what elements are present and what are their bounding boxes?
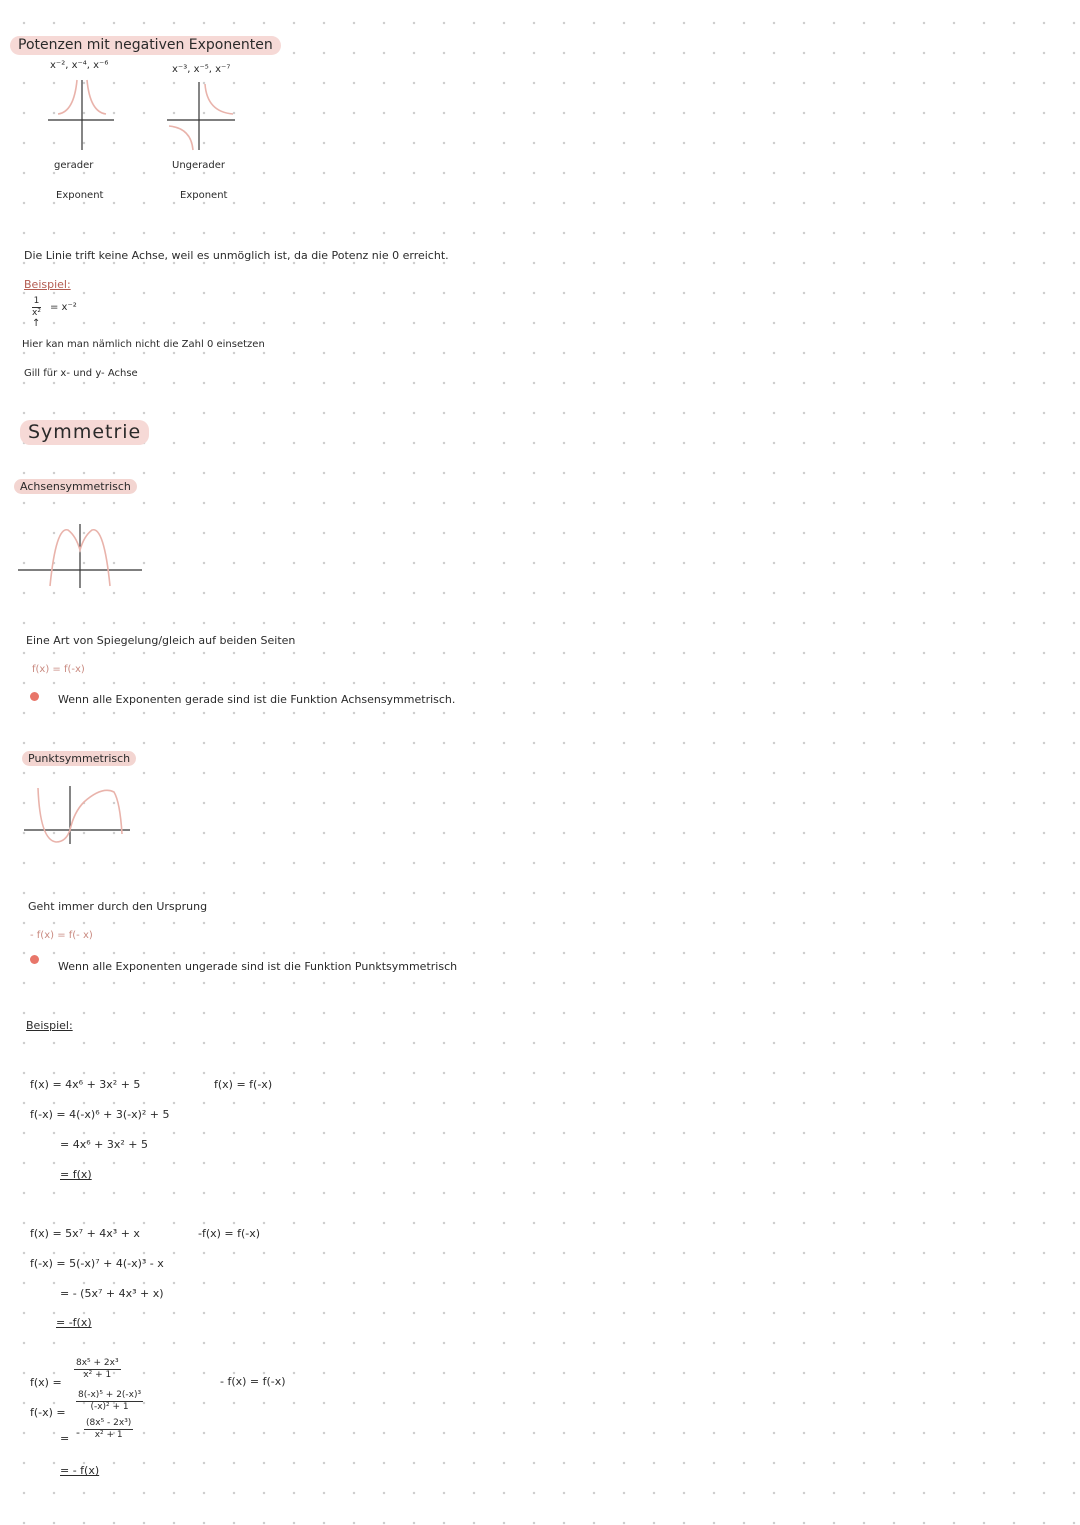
ex1-line3: = 4x⁶ + 3x² + 5 <box>60 1138 148 1151</box>
ex1-line1: f(x) = 4x⁶ + 3x² + 5 <box>30 1078 141 1091</box>
example-heading-1: Beispiel: <box>24 278 71 291</box>
ex1-line4: = f(x) <box>60 1168 92 1181</box>
ex2-line3: = - (5x⁷ + 4x³ + x) <box>60 1287 164 1300</box>
bullet-dot <box>30 692 39 701</box>
graph-axis-symmetric <box>16 520 146 590</box>
note-axes: Gill für x- und y- Achse <box>24 368 138 379</box>
ex3-line3-lhs: = <box>60 1432 70 1445</box>
graph-point-symmetric <box>22 782 134 846</box>
ex2-line4: = -f(x) <box>56 1316 92 1329</box>
graph-even-exponent <box>44 74 120 154</box>
explanation-text: Die Linie trift keine Achse, weil es unmöglich ist, da die Potenz nie 0 erreicht. <box>24 249 449 262</box>
axis-symmetric-bullet: Wenn alle Exponenten gerade sind ist die Funktion Achsensymmetrisch. <box>58 693 456 706</box>
example-fraction: $\frac{1}{\text{x²}}$ <box>32 296 41 319</box>
point-symmetric-title: Punktsymmetrisch <box>22 751 136 766</box>
example-heading-2: Beispiel: <box>26 1019 73 1032</box>
example-rhs: = x⁻² <box>50 302 77 313</box>
axis-symmetric-formula: f(x) = f(-x) <box>32 664 85 675</box>
ex3-rule: - f(x) = f(-x) <box>220 1375 286 1388</box>
graph-left-label1: gerader <box>54 160 94 171</box>
ex3-line3-sign: - <box>76 1426 80 1439</box>
ex3-line1-fraction: $\frac{\text{8x⁵ + 2x³}}{\text{x² + 1}}$ <box>76 1358 119 1381</box>
ex3-line2-lhs: f(-x) = <box>30 1406 66 1419</box>
ex1-line2: f(-x) = 4(-x)⁶ + 3(-x)² + 5 <box>30 1108 170 1121</box>
bullet-dot <box>30 955 39 964</box>
ex3-line2-fraction: $\frac{\text{8(-x)⁵ + 2(-x)³}}{\text{(-x)² + 1}}$ <box>78 1390 142 1413</box>
graph-right-exponents: x⁻³, x⁻⁵, x⁻⁷ <box>172 64 231 75</box>
graph-left-label2: Exponent <box>56 190 104 201</box>
graph-right-label2: Exponent <box>180 190 228 201</box>
ex3-line3-fraction: $\frac{\text{(8x⁵ - 2x³)}}{\text{x² + 1}}$ <box>86 1418 132 1441</box>
graph-right-label1: Ungerader <box>172 160 226 171</box>
ex3-line4: = - f(x) <box>60 1464 100 1477</box>
ex2-rule: -f(x) = f(-x) <box>198 1227 261 1240</box>
ex2-line1: f(x) = 5x⁷ + 4x³ + x <box>30 1227 140 1240</box>
point-symmetric-desc: Geht immer durch den Ursprung <box>28 900 208 913</box>
graph-odd-exponent <box>163 76 239 156</box>
axis-symmetric-title: Achsensymmetrisch <box>14 479 137 494</box>
point-symmetric-formula: - f(x) = f(- x) <box>30 930 93 941</box>
graph-left-exponents: x⁻², x⁻⁴, x⁻⁶ <box>50 60 109 71</box>
ex2-line2: f(-x) = 5(-x)⁷ + 4(-x)³ - x <box>30 1257 164 1270</box>
section-title-negative-exponents: Potenzen mit negativen Exponenten <box>10 36 281 55</box>
ex3-line1-lhs: f(x) = <box>30 1376 62 1389</box>
ex1-rule: f(x) = f(-x) <box>214 1078 273 1091</box>
point-symmetric-bullet: Wenn alle Exponenten ungerade sind ist die Funktion Punktsymmetrisch <box>58 960 458 973</box>
note-zero: Hier kan man nämlich nicht die Zahl 0 einsetzen <box>22 339 265 350</box>
axis-symmetric-desc: Eine Art von Spiegelung/gleich auf beiden Seiten <box>26 634 296 647</box>
arrow-up-icon: ↑ <box>32 318 41 329</box>
section-title-symmetry: Symmetrie <box>20 420 149 445</box>
